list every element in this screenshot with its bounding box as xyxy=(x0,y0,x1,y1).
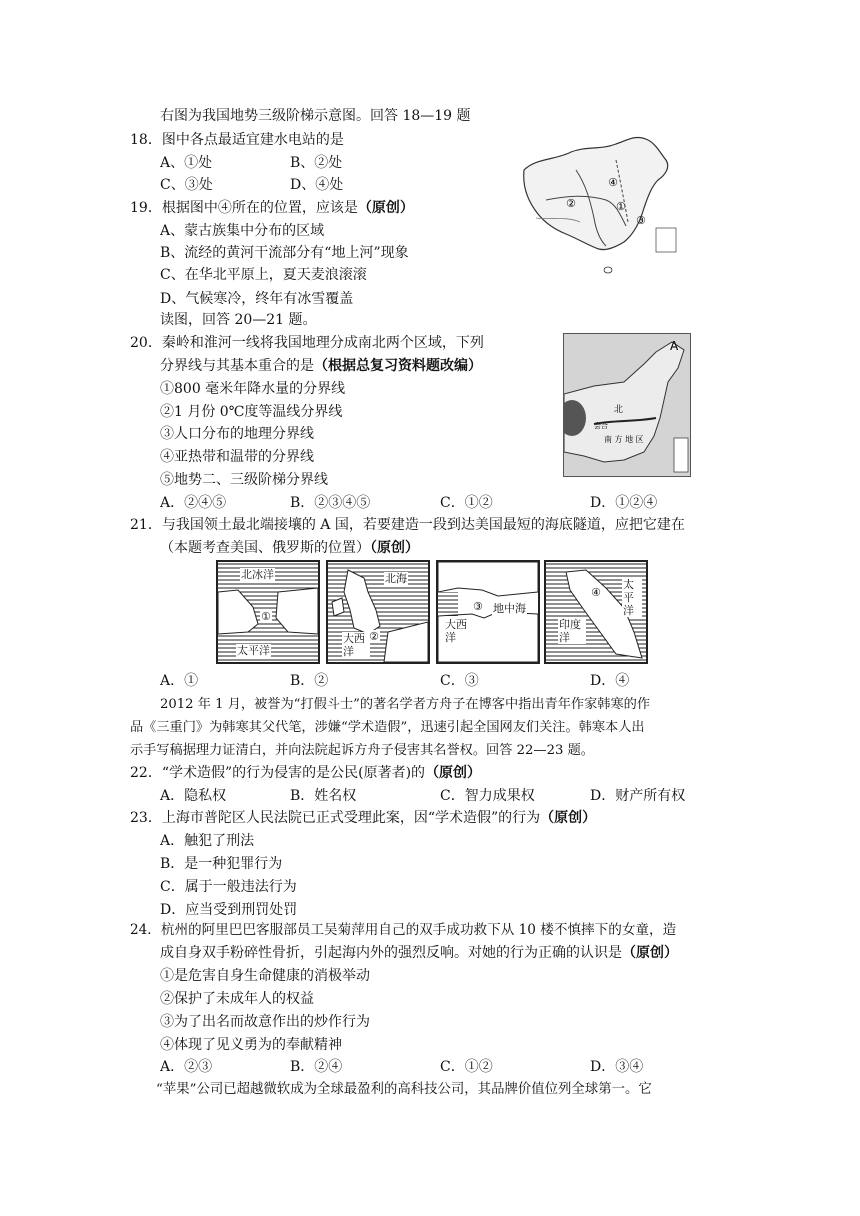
strait-map-1 xyxy=(216,560,320,664)
map1-label-bottom: 太平洋 xyxy=(237,644,270,657)
q24-stem-line2: 成自身双手粉碎性骨折，引起海内外的强烈反响。对她的行为正确的认识是（原创） xyxy=(160,945,678,961)
strait-map-4 xyxy=(544,560,648,664)
map4-label-left: 印度洋 xyxy=(558,618,586,644)
q18-option-b[interactable]: B、②处 xyxy=(290,155,343,171)
map1-mark: ① xyxy=(261,610,271,623)
q20-stem-line1: 20．秦岭和淮河一线将我国地理分成南北两个区域，下列 xyxy=(130,335,484,351)
q20-stem-line2: 分界线与其基本重合的是（根据总复习资料题改编） xyxy=(160,358,482,374)
q22-stem: 22．“学术造假”的行为侵害的是公民(原著者)的（原创） xyxy=(130,765,482,781)
q22-option-c[interactable]: C．智力成果权 xyxy=(440,788,535,804)
map3-label-left: 大西洋 xyxy=(444,618,470,644)
q23-option-b[interactable]: B．是一种犯罪行为 xyxy=(160,856,283,872)
q22-option-b[interactable]: B．姓名权 xyxy=(290,788,357,804)
q20-option-a[interactable]: A．②④⑤ xyxy=(160,495,227,511)
q21-tag: （原创） xyxy=(370,540,419,556)
q23-option-a[interactable]: A．触犯了刑法 xyxy=(160,833,255,849)
terrain-steps-map xyxy=(516,130,686,275)
q21-option-b[interactable]: B．② xyxy=(290,673,329,689)
q21-option-a[interactable]: A．① xyxy=(160,673,199,689)
strait-map-3 xyxy=(436,560,540,664)
strait-map-2 xyxy=(326,560,430,664)
passage-line-1: 2012 年 1 月，被誉为“打假斗士”的著名学者方舟子在博客中指出青年作家韩寒的作 xyxy=(160,697,651,712)
map4-mark: ④ xyxy=(591,586,601,599)
q24-item-2: ②保护了未成年人的权益 xyxy=(160,991,314,1007)
map3-label-right: 地中海 xyxy=(493,602,526,615)
q20-item-2: ②1 月份 0℃度等温线分界线 xyxy=(160,404,343,420)
q19-tag: （原创） xyxy=(357,200,414,216)
q22-option-d[interactable]: D．财产所有权 xyxy=(590,788,686,804)
map2-label-ocean: 大西洋 xyxy=(342,632,370,658)
q20-tag: （根据总复习资料题改编） xyxy=(314,358,482,374)
map-label-south: 南 方 地 区 xyxy=(604,435,644,444)
q18-stem: 18．图中各点最适宜建水电站的是 xyxy=(130,132,344,148)
passage-line-3: 示手写稿据理力证清白，并向法院起诉方舟子侵害其名誉权。回答 22—23 题。 xyxy=(130,743,594,758)
q24-option-a[interactable]: A．②③ xyxy=(160,1059,213,1075)
q24-item-1: ①是危害自身生命健康的消极举动 xyxy=(160,968,370,984)
map2-label-top: 北海 xyxy=(385,572,407,585)
q21-option-c[interactable]: C．③ xyxy=(440,673,479,689)
map-label-a: A xyxy=(670,339,679,353)
terrain-mark-4: ④ xyxy=(608,176,618,189)
q24-item-4: ④体现了见义勇为的奉献精神 xyxy=(160,1037,342,1053)
q19-option-a[interactable]: A、蒙古族集中分布的区域 xyxy=(160,223,325,239)
q20-item-1: ①800 毫米年降水量的分界线 xyxy=(160,381,346,397)
q21-option-d[interactable]: D．④ xyxy=(590,673,630,689)
map-label-sea: 会合 xyxy=(594,422,608,430)
passage-line-2: 品《三重门》为韩寒其父代笔，涉嫌“学术造假”，迅速引起全国网友们关注。韩寒本人出 xyxy=(130,720,645,735)
q24-option-c[interactable]: C．①② xyxy=(440,1059,493,1075)
q20-item-3: ③人口分布的地理分界线 xyxy=(160,426,314,442)
map4-label-right: 太平洋 xyxy=(622,578,642,617)
q22-option-a[interactable]: A．隐私权 xyxy=(160,788,227,804)
q24-item-3: ③为了出名而故意作出的炒作行为 xyxy=(160,1014,370,1030)
map2-mark: ② xyxy=(369,630,379,643)
q19-option-b[interactable]: B、流经的黄河干流部分有“地上河”现象 xyxy=(160,245,409,261)
q24-stem-line1: 24．杭州的阿里巴巴客服部员工吴菊萍用自己的双手成功救下从 10 楼不慎摔下的女童，造 xyxy=(130,922,677,938)
q20-item-4: ④亚热带和温带的分界线 xyxy=(160,449,314,465)
china-regions-map xyxy=(563,333,691,477)
q18-option-d[interactable]: D、④处 xyxy=(290,177,344,193)
q18-option-a[interactable]: A、①处 xyxy=(160,155,213,171)
q21-stem-line2: （本题考查美国、俄罗斯的位置）（原创） xyxy=(160,540,419,556)
tail-text: “苹果”公司已超越微软成为全球最盈利的高科技公司，其品牌价值位列全球第一。它 xyxy=(156,1082,652,1097)
q23-stem: 23．上海市普陀区人民法院已正式受理此案，因“学术造假”的行为（原创） xyxy=(130,810,597,826)
map-label-north: 北 xyxy=(614,405,624,415)
terrain-mark-3: ③ xyxy=(636,214,646,227)
intro-20-21: 读图，回答 20—21 题。 xyxy=(160,312,317,328)
q22-tag: （原创） xyxy=(425,765,482,781)
map1-label-top: 北冰洋 xyxy=(241,568,274,581)
q19-stem: 19．根据图中④所在的位置，应该是（原创） xyxy=(130,200,414,216)
q18-option-c[interactable]: C、③处 xyxy=(160,177,213,193)
terrain-mark-2: ② xyxy=(566,197,576,210)
map3-mark: ③ xyxy=(473,600,483,613)
q20-option-b[interactable]: B．②③④⑤ xyxy=(290,495,371,511)
q19-option-c[interactable]: C、在华北平原上，夏天麦浪滚滚 xyxy=(160,267,367,283)
q23-option-c[interactable]: C．属于一般违法行为 xyxy=(160,879,297,895)
q19-option-d[interactable]: D、气候寒冷，终年有冰雪覆盖 xyxy=(160,291,354,307)
q23-option-d[interactable]: D．应当受到刑罚处罚 xyxy=(160,902,298,918)
intro-18-19: 右图为我国地势三级阶梯示意图。回答 18—19 题 xyxy=(160,108,471,124)
q23-tag: （原创） xyxy=(540,810,597,826)
q24-option-b[interactable]: B．②④ xyxy=(290,1059,343,1075)
q24-tag: （原创） xyxy=(622,945,678,961)
q20-option-d[interactable]: D．①②④ xyxy=(590,495,658,511)
q20-option-c[interactable]: C．①② xyxy=(440,495,493,511)
terrain-mark-1: ① xyxy=(616,200,626,213)
q21-stem: 21．与我国领土最北端接壤的 A 国，若要建造一段到达美国最短的海底隧道，应把它建在 xyxy=(130,517,685,533)
q20-item-5: ⑤地势二、三级阶梯分界线 xyxy=(160,472,328,488)
q24-option-d[interactable]: D．③④ xyxy=(590,1059,644,1075)
